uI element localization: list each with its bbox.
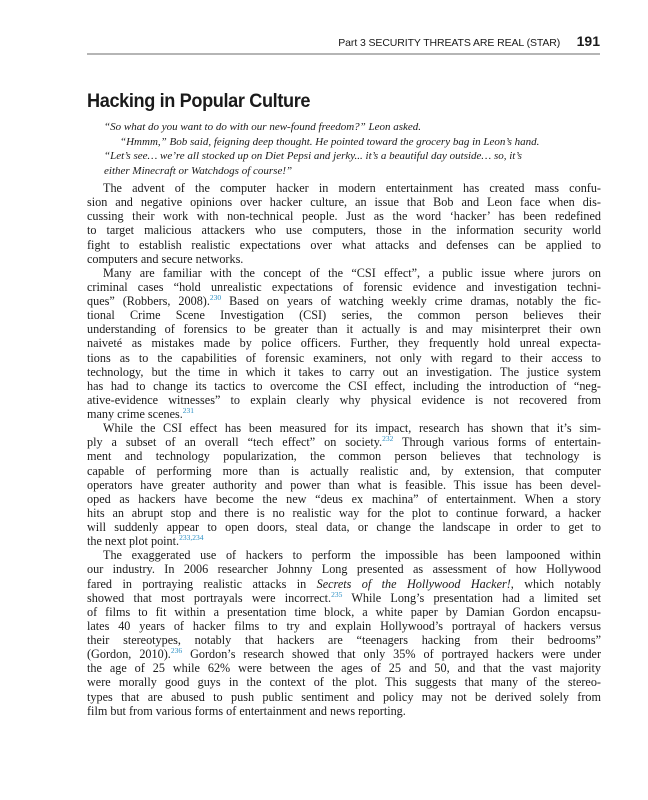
text-line [87, 647, 601, 661]
text-line [87, 322, 601, 336]
text-segment: ative-evidence witnesses” to explain clearly why physical evidence is not recovered from [87, 392, 601, 407]
text-line [87, 548, 601, 562]
text-line [87, 266, 601, 280]
text-line [87, 562, 601, 576]
text-line [87, 464, 601, 478]
footnote-reference[interactable]: 236 [170, 646, 183, 656]
text-line [87, 577, 601, 591]
text-segment: ment and technology popularization, the common person believes that technology is [87, 449, 601, 464]
text-segment: tions as to the capabilities of forensic examiners, not only with regard to their access to [87, 350, 601, 365]
text-segment: cussing their work with non-technical people. Just as the word ‘hacker’ has been redefined [87, 209, 601, 224]
text-line [87, 195, 601, 209]
text-segment: tional Crime Scene Investigation (CSI) series, the common person believes their [87, 308, 601, 323]
text-segment: were morally good guys in the context of the plot. This suggests that many of the stereo- [87, 675, 601, 690]
text-segment: many crime scenes. [87, 407, 183, 421]
text-line [87, 308, 601, 322]
text-segment: will suddenly appear to open doors, steal data, or change the landscape in order to get to [87, 520, 601, 534]
text-line [87, 351, 601, 365]
text-segment: , which notably [510, 576, 602, 591]
text-segment: Based on years of watching weekly crime dramas, notably the fic- [221, 294, 601, 308]
text-line [87, 661, 601, 675]
epigraph-line: “Let’s see… we’re all stocked up on Diet Pepsi and jerky... it’s a beautiful day outside… so, it’s [104, 150, 522, 163]
text-line [87, 435, 601, 449]
footnote-reference[interactable]: 230 [209, 293, 222, 302]
text-line [87, 704, 601, 718]
text-line [87, 478, 601, 492]
text-segment: fared in portraying realistic attacks in [87, 576, 317, 591]
text-segment: (Gordon, 2010). [87, 647, 171, 662]
text-line [87, 421, 601, 435]
text-segment: ply a subset of an overall “tech effect” on society. [87, 435, 383, 450]
text-line [87, 520, 601, 534]
text-segment: operators have greater authority and power than what is feasible. This issue has been devel- [87, 477, 601, 492]
text-line [87, 393, 601, 407]
section-title: Hacking in Popular Culture [87, 90, 311, 112]
text-segment: types that are abused to push public sentiment and policy may not be derived solely from [87, 689, 601, 704]
text-segment: showed that most portrayals were incorrect. [87, 590, 332, 605]
text-line [87, 294, 601, 308]
text-segment: our industry. In 2006 researcher Johnny Long presented as assessment of how Hollywood [87, 562, 601, 577]
text-segment: capable of performing more than is actually realistic and, by extension, that computer [87, 463, 601, 478]
text-line [87, 492, 601, 506]
text-segment: Through various forms of entertain- [393, 435, 601, 450]
text-segment: computers and secure networks. [87, 251, 244, 266]
running-head-part: Part 3 SECURITY THREATS ARE REAL (STAR) [338, 37, 561, 49]
text-segment: criminal cases “hold unrealistic expectations of forensic evidence and investigation techni- [87, 279, 601, 294]
text-segment: While the CSI effect has been measured for its impact, research has shown that it’s sim- [103, 421, 601, 436]
epigraph-line: “So what do you want to do with our new-found freedom?” Leon asked. [104, 121, 422, 133]
paragraph [87, 421, 601, 548]
epigraph-line: “Hmmm,” Bob said, feigning deep thought. He pointed toward the grocery bag in Leon’s hand. [120, 135, 540, 148]
paragraph [87, 266, 601, 421]
text-line [87, 209, 601, 223]
text-line [87, 591, 601, 605]
text-line [87, 280, 601, 294]
text-segment: Many are familiar with the concept of the “CSI effect”, a public issue where jurors on [103, 265, 601, 280]
text-segment: fight to establish realistic expectations over what attacks and defenses can be applied to [87, 237, 601, 252]
text-line [87, 181, 601, 195]
text-line [87, 605, 601, 619]
running-head [87, 33, 600, 55]
text-line [87, 619, 601, 633]
text-line [87, 336, 601, 350]
footnote-reference[interactable]: 232 [382, 434, 394, 444]
text-line [87, 534, 601, 548]
paragraph [87, 181, 601, 266]
italic-title: Secrets of the Hollywood Hacker! [316, 576, 511, 591]
text-line [87, 690, 601, 704]
text-line [87, 223, 601, 237]
page-number: 191 [576, 33, 600, 49]
text-line [87, 252, 601, 266]
text-line [87, 633, 601, 647]
text-segment: lates 40 years of hacker films to try and explain Hollywood’s portrayal of hackers versus [87, 618, 601, 633]
text-segment: the age of 25 while 62% were between the ages of 25 and 50, and that the vast majority [87, 661, 601, 676]
body-text [87, 181, 601, 718]
footnote-reference[interactable]: 235 [331, 589, 343, 599]
text-segment: oped as hackers have become the new “deus ex machina” of entertainment. When a story [87, 491, 601, 506]
text-segment: sion and negative opinions over hacker culture, an issue that Bob and Leon face when dis- [87, 195, 601, 210]
epigraph [104, 120, 584, 179]
footnote-reference[interactable]: 233,234 [179, 533, 204, 543]
text-segment: While Long’s presentation had a limited set [342, 590, 601, 605]
text-line [87, 238, 601, 252]
text-line [87, 379, 601, 393]
text-segment: The exaggerated use of hackers to perform the impossible has been lampooned within [103, 548, 601, 563]
paragraph [87, 548, 601, 718]
text-segment: the next plot point. [87, 534, 180, 549]
text-segment: hits an abrupt stop and there is no realistic way for the plot to continue forward, a hacker [87, 505, 601, 520]
text-segment: to target malicious attackers who use computers, those in the information security world [87, 223, 601, 238]
text-segment: naiveté as mistakes made by police officers. Further, they frequently hold unreal expecta- [87, 336, 601, 351]
text-segment: film but from various forms of entertainment and news reporting. [87, 703, 406, 718]
text-line [87, 506, 601, 520]
text-segment: has had to change its tactics to overcome the CSI effect, including the introduction of “neg- [87, 378, 601, 393]
text-line [87, 449, 601, 463]
text-segment: understanding of forensics to be greater than it actually is and may misinterpret their own [87, 322, 601, 337]
text-segment: their stereotypes, notably that hackers are “teenagers hacking from their bedrooms” [87, 633, 601, 647]
text-line [87, 407, 601, 421]
footnote-reference[interactable]: 231 [182, 406, 195, 415]
text-segment: ques” (Robbers, 2008). [87, 294, 210, 308]
text-segment: Gordon’s research showed that only 35% of portrayed hackers were under [182, 647, 602, 662]
text-line [87, 675, 601, 689]
text-segment: technology, but the time in which it takes to carry out an investigation. The justice system [87, 364, 601, 379]
text-line [87, 365, 601, 379]
epigraph-line: either Minecraft or Watchdogs of course!” [104, 165, 293, 178]
text-segment: of films to fit within a presentation time block, a white paper by Damian Gordon encapsu- [87, 604, 601, 619]
text-segment: The advent of the computer hacker in modern entertainment has created mass confu- [103, 181, 601, 195]
